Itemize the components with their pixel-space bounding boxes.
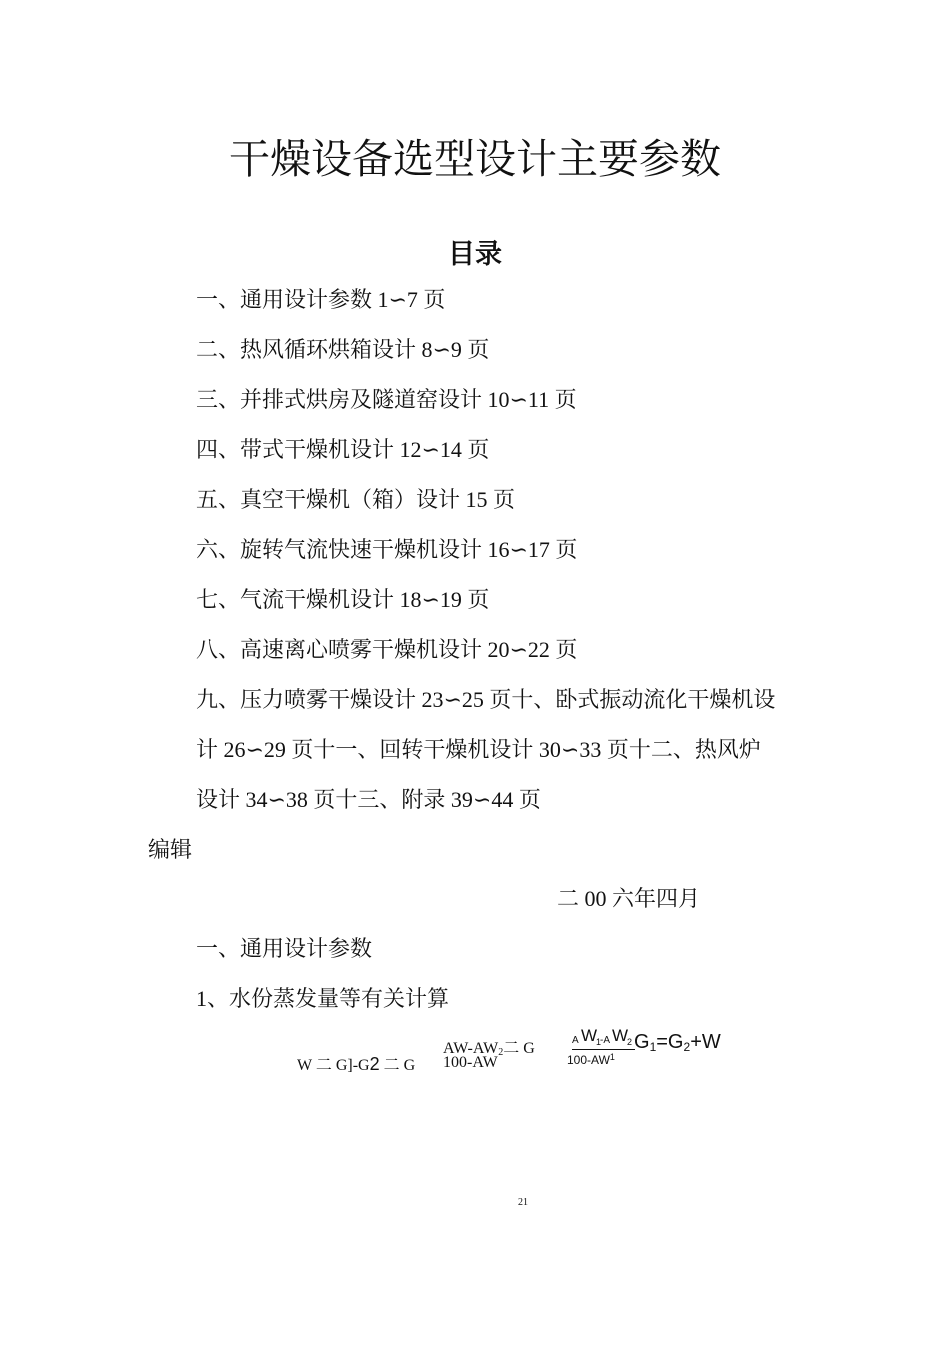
frac2-w1: W	[581, 1026, 598, 1045]
frac2-subscript-2: 2	[627, 1037, 633, 1047]
formula-left-text: W 二 G]-G	[297, 1057, 370, 1074]
formula-right-side	[634, 1032, 721, 1053]
rhs-subscript-1: 1	[649, 1040, 657, 1054]
toc-line: 七、气流干燥机设计 18∽19 页	[196, 587, 490, 612]
toc-line: 九、压力喷雾干燥设计 23∽25 页十、卧式振动流化干燥机设	[196, 687, 776, 712]
document-title: 干燥设备选型设计主要参数	[229, 136, 721, 182]
frac1-num-tail: 二 G	[503, 1040, 535, 1057]
toc-line: 二、热风循环烘箱设计 8∽9 页	[196, 337, 490, 362]
fraction-1-denominator: 100-AW	[443, 1054, 498, 1071]
frac2-a2: -A	[600, 1035, 610, 1046]
frac2-subscript-1: 1	[596, 1037, 602, 1047]
fraction-2-denominator	[567, 1052, 615, 1067]
frac2-den-text: 100-AW	[567, 1053, 610, 1067]
formula-left-subscript: 2	[369, 1054, 380, 1074]
toc-line: 计 26∽29 页十一、回转干燥机设计 30∽33 页十二、热风炉	[196, 737, 761, 762]
evaporation-formula	[0, 1020, 950, 1080]
subsection-heading: 1、水份蒸发量等有关计算	[196, 986, 450, 1011]
section-heading: 一、通用设计参数	[196, 936, 373, 961]
page-number: 21	[518, 1197, 528, 1208]
frac1-num-subscript: 2	[498, 1047, 504, 1058]
rhs-equals: =G	[656, 1031, 684, 1053]
editor-label: 编辑	[148, 837, 193, 862]
toc-line: 四、带式干燥机设计 12∽14 页	[196, 437, 490, 462]
document-date: 二 00 六年四月	[557, 886, 701, 911]
rhs-tail: +W	[690, 1031, 721, 1053]
frac2-a1: A	[572, 1035, 579, 1046]
table-of-contents	[196, 289, 775, 839]
rhs-subscript-2: 2	[683, 1040, 691, 1054]
frac2-w2: W	[612, 1026, 629, 1045]
toc-line: 五、真空干燥机（箱）设计 15 页	[196, 487, 516, 512]
toc-line: 三、并排式烘房及隧道窑设计 10∽11 页	[196, 387, 577, 412]
toc-line: 六、旋转气流快速干燥机设计 16∽17 页	[196, 537, 578, 562]
formula-left-tail: 二 G	[379, 1057, 416, 1074]
rhs-g: G	[634, 1031, 650, 1053]
toc-line: 一、通用设计参数 1∽7 页	[196, 287, 446, 312]
toc-line: 设计 34∽38 页十三、附录 39∽44 页	[196, 787, 541, 812]
frac2-den-sup: 1	[609, 1052, 615, 1062]
frac1-num-text: AW-AW	[443, 1040, 499, 1057]
formula-left-side	[297, 1055, 415, 1074]
fraction-bar	[572, 1049, 635, 1050]
toc-line: 八、高速离心喷雾干燥机设计 20∽22 页	[196, 637, 578, 662]
toc-heading: 目录	[448, 239, 502, 270]
